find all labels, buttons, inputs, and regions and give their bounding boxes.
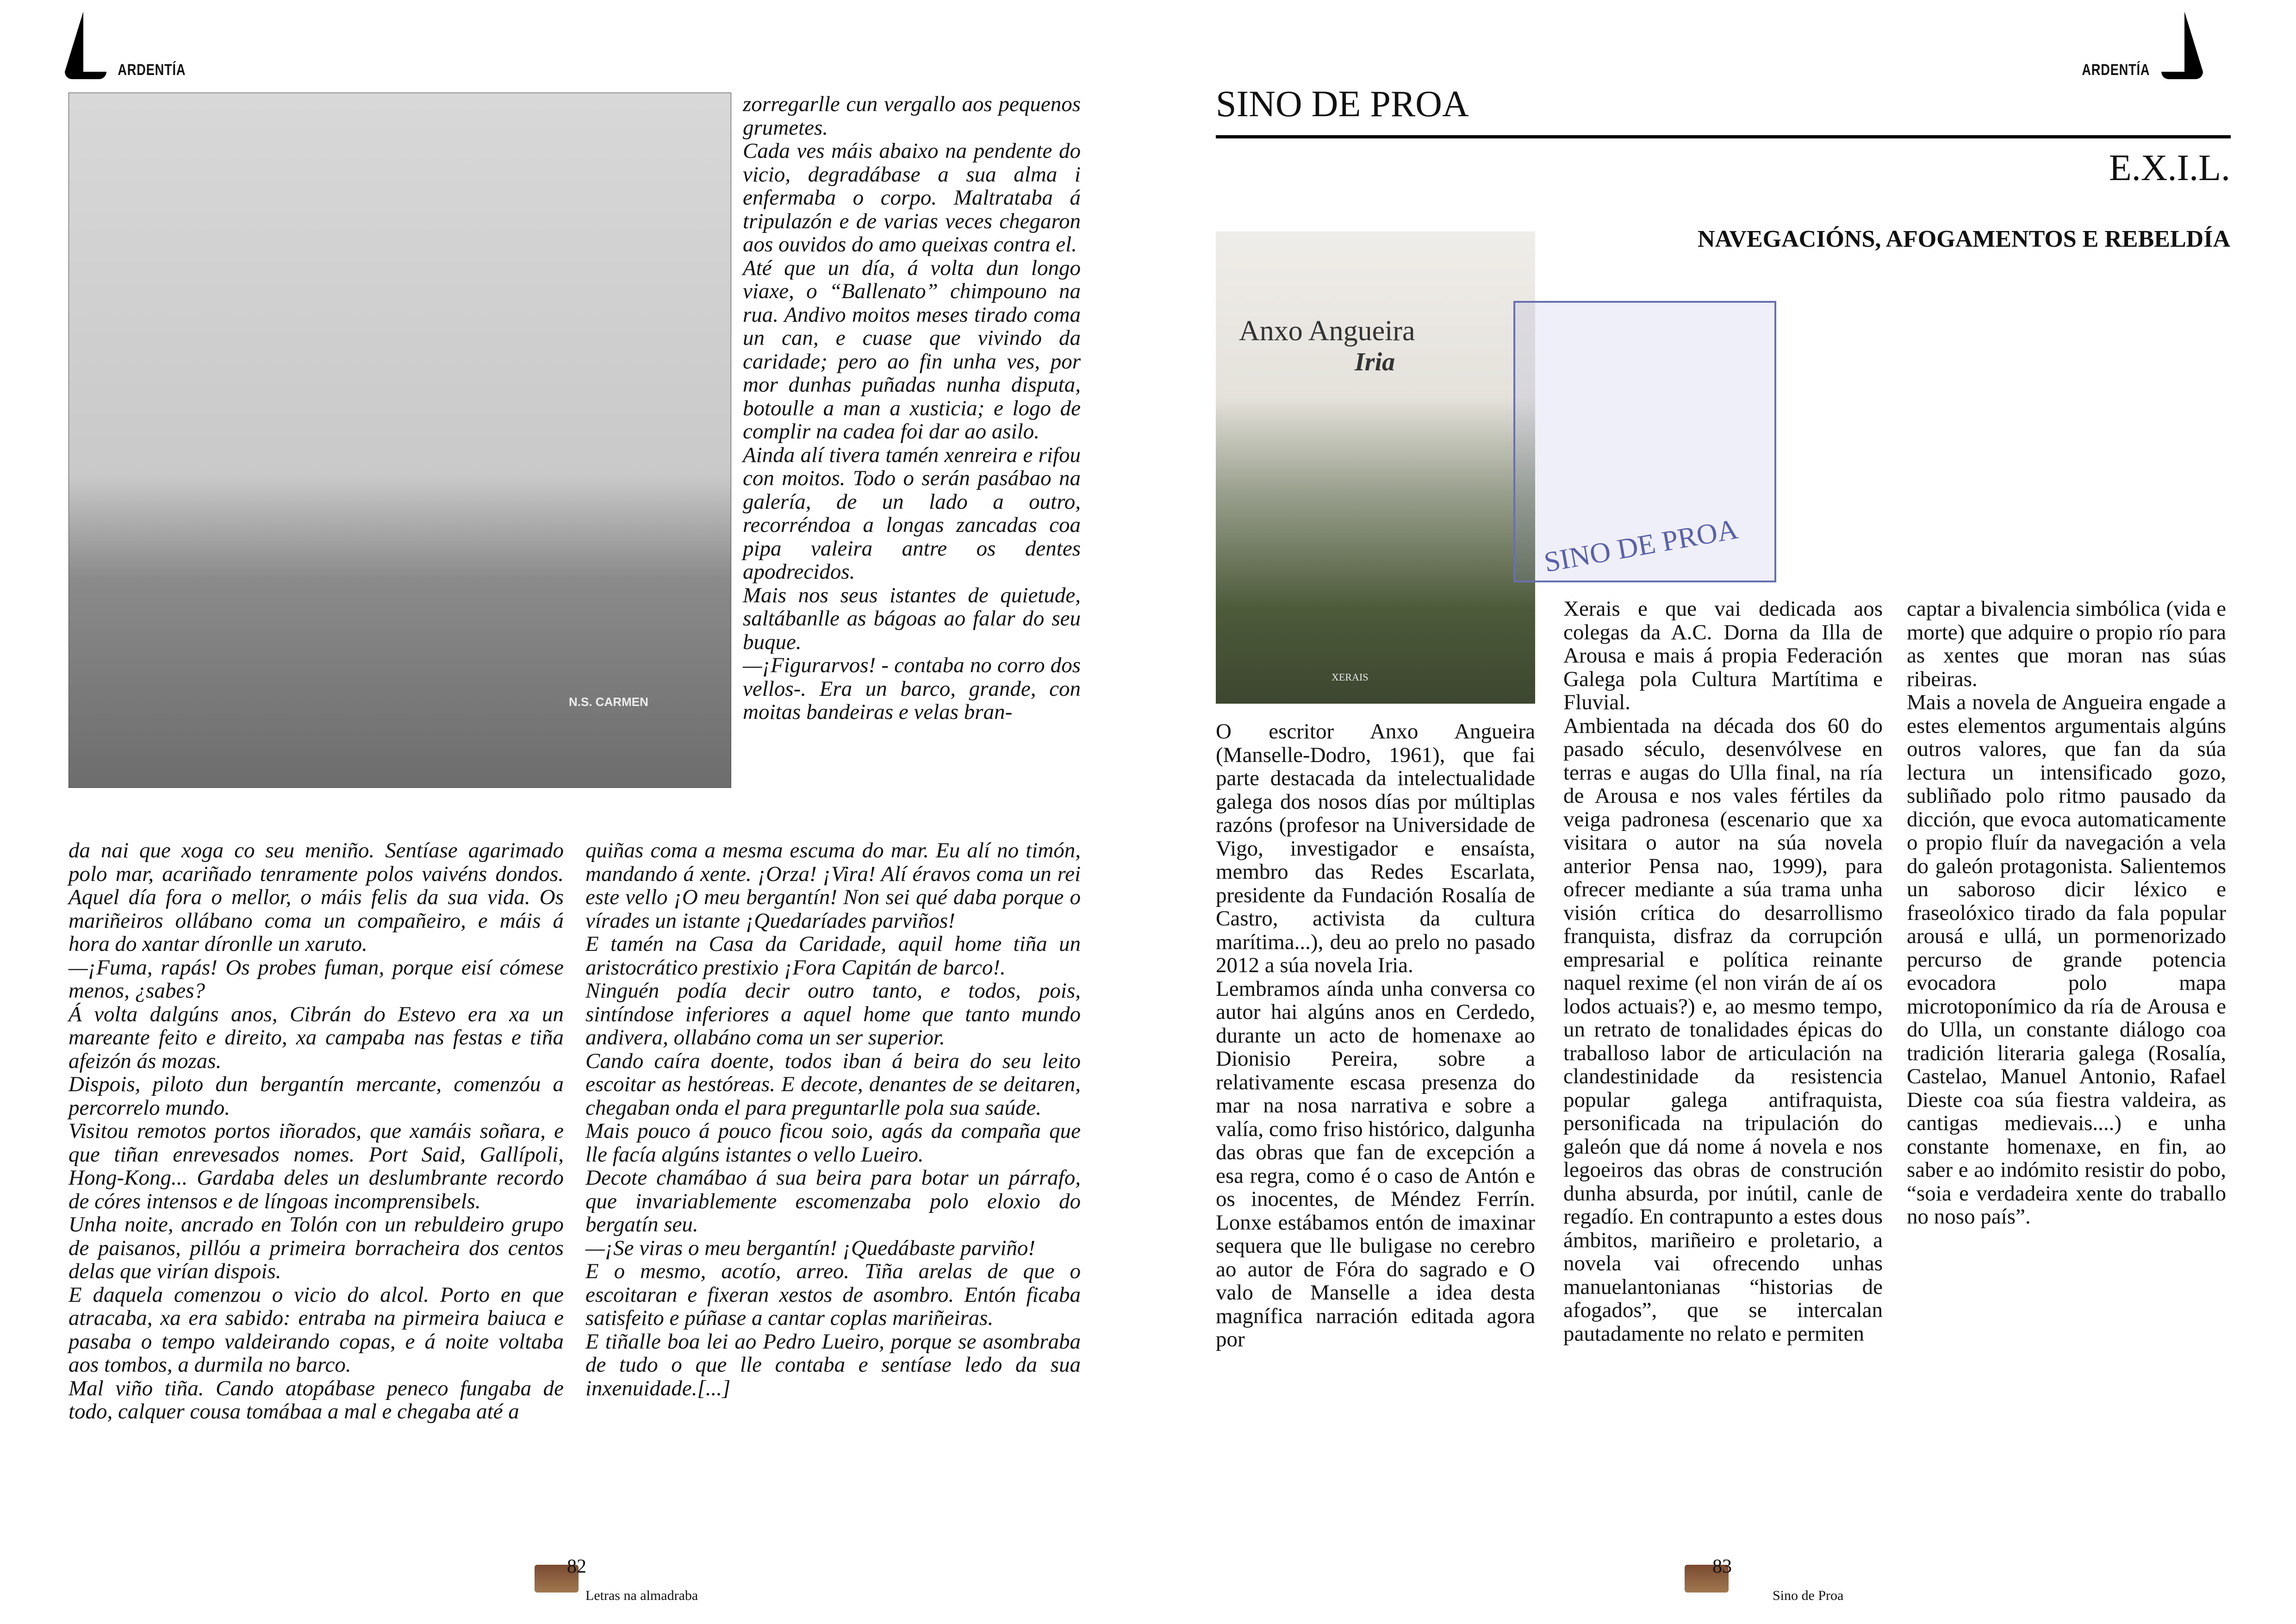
article-subtitle: NAVEGACIÓNS, AFOGAMENTOS E REBELDÍA (1698, 226, 2230, 252)
paragraph: Á volta dalgúns anos, Cibrán do Estevo era xa un mareante feito e direito, xa campaba nas festas e tiña afeizón ás mozas. (68, 1002, 564, 1073)
paragraph: E o mesmo, acotío, arreo. Tiña arelas de que o escoitaran e fixeran xestos de asombro. Entón ficaba satisfeito e púñase a cantar coplas mariñeiras. (585, 1259, 1081, 1330)
paragraph: —¡Se viras o meu bergantín! ¡Quedábaste parviño! (585, 1236, 1036, 1260)
left-column-right (743, 93, 1081, 724)
right-column-2 (1563, 597, 1883, 1345)
paragraph: Ainda alí tivera tamén xenreira e rifou con moitos. Todo o serán pasábao na galería, de un lado a outro, recorréndoa a longas zancadas coa pipa valeira antre os dentes apodrecidos. (743, 443, 1081, 584)
book-title: Iria (1355, 348, 1395, 376)
sino-de-proa-stamp (1513, 301, 1776, 582)
left-column-left (68, 839, 564, 1424)
paragraph: Unha noite, ancrado en Tolón con un rebuldeiro grupo de paisanos, pillóu a primeira borracheira dos centos delas que virían dispois. (68, 1212, 564, 1283)
paragraph: Até que un día, á volta dun longo viaxe, o “Ballenato” chimpouno na rua. Andivo moitos meses tirado coma un can, e cuase que vivindo da caridade; pero ao fin unha ves, por mor dunhas puñadas nunha disputa, botoulle a man a xusticia; e logo de complir na cadea foi dar ao asilo. (743, 256, 1081, 443)
paragraph: —¡Fuma, rapás! Os probes fuman, porque eisí cómese menos, ¿sabes? (68, 955, 564, 1003)
stamp-label: SINO DE PROA (1542, 513, 1741, 579)
ardentia-logo-left (65, 12, 194, 79)
paragraph: E tamén na Casa da Caridade, aquil home tiña un aristocrático prestixio ¡Fora Capitán de barco!. (585, 932, 1081, 980)
publisher-logo: XERAIS (1332, 671, 1369, 683)
paragraph: Cando caíra doente, todos iban á beira do seu leito escoitar as hestóreas. E decote, denantes de se deitaren, chegaban onda el para preguntarlle pola sua saúde. (585, 1049, 1081, 1120)
paragraph: captar a bivalencia simbólica (vida e morte) que adquire o propio río para as xentes que moran nas súas ribeiras. (1907, 597, 2226, 691)
paragraph: Ambientada na década dos 60 do pasado século, desenvólvese en terras e augas do Ulla final, na ría de Arousa e nos vales fértiles da veiga padronesa (escenario que xa visitara o autor na súa novela anterior Pensa nao, 1999), para ofrecer mediante a súa trama unha visión crítica do desarrollismo franquista, disfraz da corrupción empresarial e política reinante naquel rexime (el non virán de aí os lodos actuais?) e, ao mesmo tempo, un retrato de tonalidades épicas do traballoso labor de articulación na clandestinidade da resistencia popular galega antifraquista, personificada na tripulación do galeón que dá nome á novela e nos legoeiros das obras de construción dunha absurda, por inútil, canle de regadío. En contrapunto a estes dous ámbitos, mariñeiro e proletario, a novela vai ofrecendo unhas manuelantonianas “historias de afogados”, que se intercalan pautadamente no relato e permiten (1563, 713, 1883, 1346)
paragraph: Dispois, piloto dun bergantín mercante, comenzóu a percorrelo mundo. (68, 1072, 564, 1120)
footer-section: Sino de Proa (1773, 1588, 1844, 1603)
section-title: SINO DE PROA (1216, 84, 1469, 125)
title-rule (1216, 135, 2231, 138)
paragraph: Mais a novela de Angueira engade a estes elementos argumentais algúns outros valores, que fan da súa lectura un intensificado gozo, subliñado polo ritmo pausado da dicción, que evoca automaticamente o propio fluír da navegación a vela do galeón protagonista. Salientemos un saboroso dicir léxico e fraseolóxico tirado da fala popular arousá e ullá, un pormenorizado percurso de grande potencia evocadora polo mapa microtoponímico da ría de Arousa e do Ulla, un constante diálogo coa tradición literaria galega (Rosalía, Castelao, Manuel Antonio, Rafael Dieste coa súa fiestra valdeira, as cantigas medievais....) e unha constante homenaxe, en fin, ao saber e ao indómito resistir do pobo, “soia e verdadeira xente do traballo no noso país”. (1907, 690, 2226, 1229)
right-column-3 (1907, 597, 2226, 1229)
paragraph: E tiñalle boa lei ao Pedro Lueiro, porque se asombraba de tudo o que lle contaba e sentíase ledo da sua inxenuidade.[...] (585, 1329, 1081, 1400)
paragraph: quiñas coma a mesma escuma do mar. Eu alí no timón, mandando á xente. ¡Orza! ¡Vira! Alí éravos coma un rei este vello ¡O meu bergantín! Non sei qué daba porque o vírades un istante ¡Quedaríades parviños! (585, 838, 1081, 933)
ardentia-logo-right (2073, 12, 2203, 79)
paragraph: Mal viño tiña. Cando atopábase peneco fungaba de todo, calquer cousa tomábaa a mal e chegaba até a (68, 1376, 564, 1424)
boat-name-label: N.S. CARMEN (569, 695, 648, 709)
paragraph: E daquela comenzou o vicio do alcol. Porto en que atracaba, xa era sabido: entraba na pirmeira baiuca e pasaba o tempo valdeirando copas, e á noite voltaba aos tombos, a durmila no barco. (68, 1282, 564, 1377)
paragraph: zorregarlle cun vergallo aos pequenos grumetes. (743, 92, 1081, 140)
book-cover-image (1216, 231, 1535, 704)
sailboat-icon (2161, 12, 2203, 79)
page-number: 83 (1712, 1556, 1732, 1577)
book-author: Anxo Angueira (1239, 315, 1415, 347)
left-column-middle (585, 839, 1081, 1400)
paragraph: Cada ves máis abaixo na pendente do vicio, degradábase a sua alma i enfermaba o corpo. Maltrataba á tripulazón e de varias veces chegaron aos ouvidos do amo queixas contra el. (743, 139, 1081, 256)
page-number: 82 (567, 1556, 586, 1577)
paragraph: —¡Figurarvos! - contaba no corro dos vellos-. Era un barco, grande, con moitas bandeiras e velas bran- (743, 653, 1081, 724)
paragraph: Visitou remotos portos iñorados, que xamáis soñara, e que tiñan enrevesados nomes. Port Said, Gallípoli, Hong-Kong... Gardaba deles un deslumbrante recordo de córes intensos e de língoas incomprensibels. (68, 1119, 564, 1213)
logo-text: ARDENTÍA (2082, 61, 2150, 79)
footer-section: Letras na almadraba (585, 1588, 698, 1603)
paragraph: Lembramos aínda unha conversa co autor hai algúns anos en Cerdedo, durante un acto de homenaxe ao Dionisio Pereira, sobre a relativamente escasa presenza do mar na nosa narrativa e sobre a valía, como friso histórico, dalgunha das obras que fan de excepción a esa regra, como é o caso de Antón e os inocentes, de Méndez Ferrín. Lonxe estábamos entón de imaxinar sequera que lle buligase no cerebro ao autor de Fóra do sagrado e O valo de Manselle a idea desta magnífica narración editada agora por (1216, 976, 1535, 1351)
article-title: E.X.I.L. (2109, 148, 2230, 188)
sailboats-photo (68, 93, 731, 788)
logo-text: ARDENTÍA (118, 61, 186, 79)
paragraph: Mais nos seus istantes de quietude, saltábanlle as bágoas ao falar do seu buque. (743, 583, 1081, 654)
paragraph: Ninguén podía decir outro tanto, e todos, pois, sintíndose inferiores a aquel home que tanto mundo andivera, ollabáno coma un ser superior. (585, 979, 1081, 1049)
paragraph: da nai que xoga co seu meniño. Sentíase agarimado polo mar, acariñado tenramente polos vaivéns dondos. Aquel día fora o mellor, o máis felis da sua vida. Os mariñeiros ollábano coma un compañeiro, e máis á hora do xantar díronlle un xaruto. (68, 838, 564, 956)
right-column-1 (1216, 720, 1535, 1351)
paragraph: Xerais e que vai dedicada aos colegas da A.C. Dorna da Illa de Arousa e mais á propia Federación Galega pola Cultura Martítima e Fluvial. (1563, 597, 1883, 714)
paragraph: Decote chamábao á sua beira para botar un párrafo, que invariablemente escomenzaba polo eloxio do bergatín seu. (585, 1166, 1081, 1237)
sailboat-icon (65, 12, 106, 79)
paragraph: O escritor Anxo Angueira (Manselle-Dodro, 1961), que fai parte destacada da intelectualidade galega dos nosos días por múltiplas razóns (profesor na Universidade de Vigo, investigador e ensaísta, membro das Redes Escarlata, presidente da Fundación Rosalía de Castro, activista da cultura marítima...), deu ao prelo no pasado 2012 a súa novela Iria. (1216, 719, 1535, 977)
paragraph: Mais pouco á pouco ficou soio, agás da compaña que lle facía algúns istantes o vello Lueiro. (585, 1119, 1081, 1167)
